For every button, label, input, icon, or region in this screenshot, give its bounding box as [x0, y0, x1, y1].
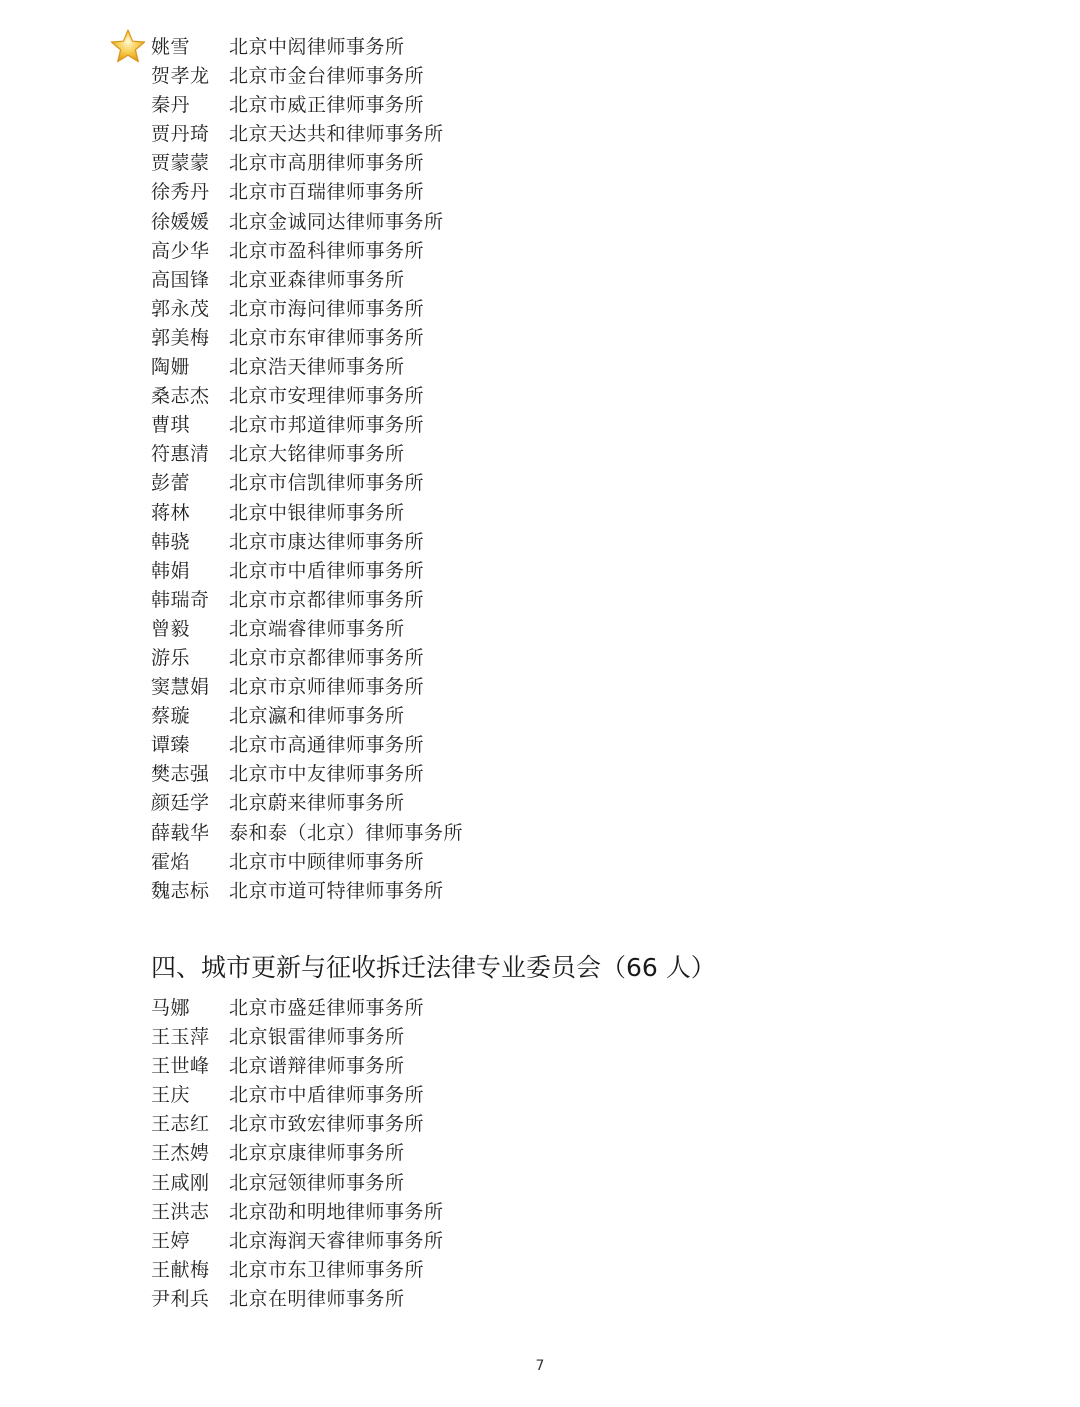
law-firm-name: 北京金诚同达律师事务所	[229, 210, 444, 233]
law-firm-name: 北京市信凯律师事务所	[229, 472, 425, 495]
list-item	[151, 789, 751, 818]
member-name: 韩骁	[151, 530, 191, 553]
law-firm-name: 北京市高通律师事务所	[229, 734, 425, 757]
law-firm-name: 北京海润天睿律师事务所	[229, 1229, 444, 1252]
list-item	[151, 178, 751, 207]
member-name: 姚雪	[151, 36, 191, 58]
member-name: 徐秀丹	[151, 181, 210, 204]
member-name: 贺孝龙	[151, 65, 210, 88]
list-item	[151, 1081, 751, 1110]
member-list-top	[151, 33, 751, 906]
member-name: 高少华	[151, 239, 210, 262]
member-name: 王志红	[151, 1113, 210, 1136]
member-list-bottom	[151, 994, 751, 1314]
law-firm-name: 北京市盛廷律师事务所	[229, 997, 425, 1019]
member-name: 符惠清	[151, 443, 210, 466]
list-item	[151, 469, 751, 498]
list-item	[151, 819, 751, 848]
list-item	[151, 1285, 751, 1314]
member-name: 韩娟	[151, 559, 191, 582]
law-firm-name: 北京市中友律师事务所	[229, 763, 425, 786]
law-firm-name: 北京市安理律师事务所	[229, 385, 425, 408]
list-item	[151, 440, 751, 469]
member-name: 郭美梅	[151, 326, 210, 349]
member-name: 曹琪	[151, 414, 191, 437]
law-firm-name: 北京市盈科律师事务所	[229, 239, 425, 262]
law-firm-name: 北京市中顾律师事务所	[229, 850, 425, 873]
list-item	[151, 877, 751, 906]
member-name: 王庆	[151, 1084, 191, 1107]
member-name: 王玉萍	[151, 1026, 210, 1049]
law-firm-name: 北京亚森律师事务所	[229, 268, 405, 291]
member-name: 曾毅	[151, 617, 191, 640]
law-firm-name: 北京中闳律师事务所	[229, 36, 405, 58]
law-firm-name: 北京中银律师事务所	[229, 501, 405, 524]
member-name: 樊志强	[151, 763, 210, 786]
law-firm-name: 北京天达共和律师事务所	[229, 123, 444, 146]
list-item	[151, 382, 751, 411]
list-item	[151, 149, 751, 178]
list-item	[151, 994, 751, 1023]
member-name: 王献梅	[151, 1258, 210, 1281]
list-item	[151, 586, 751, 615]
law-firm-name: 泰和泰（北京）律师事务所	[229, 821, 464, 844]
section-heading: 四、城市更新与征收拆迁法律专业委员会（66 人）	[151, 953, 716, 982]
member-name: 陶姗	[151, 356, 191, 379]
law-firm-name: 北京市金台律师事务所	[229, 65, 425, 88]
list-item	[151, 1023, 751, 1052]
member-name: 窦慧娟	[151, 676, 210, 699]
list-item	[151, 702, 751, 731]
law-firm-name: 北京蔚来律师事务所	[229, 792, 405, 815]
list-item	[151, 411, 751, 440]
list-item	[151, 848, 751, 877]
law-firm-name: 北京市百瑞律师事务所	[229, 181, 425, 204]
list-item	[151, 1227, 751, 1256]
member-name: 尹利兵	[151, 1287, 210, 1310]
law-firm-name: 北京市京都律师事务所	[229, 588, 425, 611]
list-item	[151, 1139, 751, 1168]
list-item	[151, 760, 751, 789]
member-name: 贾丹琦	[151, 123, 210, 146]
list-item	[151, 33, 751, 62]
list-item	[151, 120, 751, 149]
list-item	[151, 528, 751, 557]
law-firm-name: 北京瀛和律师事务所	[229, 705, 405, 728]
member-name: 王洪志	[151, 1200, 210, 1223]
list-item	[151, 499, 751, 528]
list-item	[151, 1169, 751, 1198]
law-firm-name: 北京冠领律师事务所	[229, 1171, 405, 1194]
list-item	[151, 557, 751, 586]
member-name: 马娜	[151, 997, 191, 1019]
law-firm-name: 北京端睿律师事务所	[229, 617, 405, 640]
member-name: 郭永茂	[151, 297, 210, 320]
list-item	[151, 1110, 751, 1139]
member-name: 霍焰	[151, 850, 191, 873]
member-name: 韩瑞奇	[151, 588, 210, 611]
list-item	[151, 324, 751, 353]
member-name: 秦丹	[151, 94, 191, 117]
member-name: 王咸刚	[151, 1171, 210, 1194]
list-item	[151, 1052, 751, 1081]
member-name: 颜廷学	[151, 792, 210, 815]
member-name: 贾蒙蒙	[151, 152, 210, 175]
member-name: 桑志杰	[151, 385, 210, 408]
member-name: 薛载华	[151, 821, 210, 844]
list-item	[151, 353, 751, 382]
law-firm-name: 北京市东审律师事务所	[229, 326, 425, 349]
list-item	[151, 295, 751, 324]
member-name: 魏志标	[151, 879, 210, 902]
member-name: 徐媛媛	[151, 210, 210, 233]
member-name: 蒋林	[151, 501, 191, 524]
law-firm-name: 北京市高朋律师事务所	[229, 152, 425, 175]
law-firm-name: 北京浩天律师事务所	[229, 356, 405, 379]
star-icon	[108, 27, 148, 67]
list-item	[151, 62, 751, 91]
list-item	[151, 1256, 751, 1285]
member-name: 王杰娉	[151, 1142, 210, 1165]
law-firm-name: 北京市京都律师事务所	[229, 646, 425, 669]
law-firm-name: 北京谱辩律师事务所	[229, 1055, 405, 1078]
law-firm-name: 北京市康达律师事务所	[229, 530, 425, 553]
law-firm-name: 北京银雷律师事务所	[229, 1026, 405, 1049]
law-firm-name: 北京市中盾律师事务所	[229, 1084, 425, 1107]
member-name: 彭蕾	[151, 472, 191, 495]
law-firm-name: 北京市致宏律师事务所	[229, 1113, 425, 1136]
law-firm-name: 北京大铭律师事务所	[229, 443, 405, 466]
law-firm-name: 北京京康律师事务所	[229, 1142, 405, 1165]
member-name: 游乐	[151, 646, 191, 669]
law-firm-name: 北京劭和明地律师事务所	[229, 1200, 444, 1223]
law-firm-name: 北京市威正律师事务所	[229, 94, 425, 117]
law-firm-name: 北京在明律师事务所	[229, 1287, 405, 1310]
law-firm-name: 北京市邦道律师事务所	[229, 414, 425, 437]
member-name: 王世峰	[151, 1055, 210, 1078]
list-item	[151, 615, 751, 644]
page-number: 7	[535, 1358, 545, 1374]
list-item	[151, 91, 751, 120]
member-name: 蔡璇	[151, 705, 191, 728]
list-item	[151, 673, 751, 702]
list-item	[151, 266, 751, 295]
law-firm-name: 北京市道可特律师事务所	[229, 879, 444, 902]
member-name: 谭臻	[151, 734, 191, 757]
list-item	[151, 1198, 751, 1227]
law-firm-name: 北京市中盾律师事务所	[229, 559, 425, 582]
member-name: 王婷	[151, 1229, 191, 1252]
law-firm-name: 北京市京师律师事务所	[229, 676, 425, 699]
law-firm-name: 北京市海问律师事务所	[229, 297, 425, 320]
list-item	[151, 644, 751, 673]
list-item	[151, 237, 751, 266]
list-item	[151, 731, 751, 760]
law-firm-name: 北京市东卫律师事务所	[229, 1258, 425, 1281]
member-name: 高国锋	[151, 268, 210, 291]
list-item	[151, 208, 751, 237]
